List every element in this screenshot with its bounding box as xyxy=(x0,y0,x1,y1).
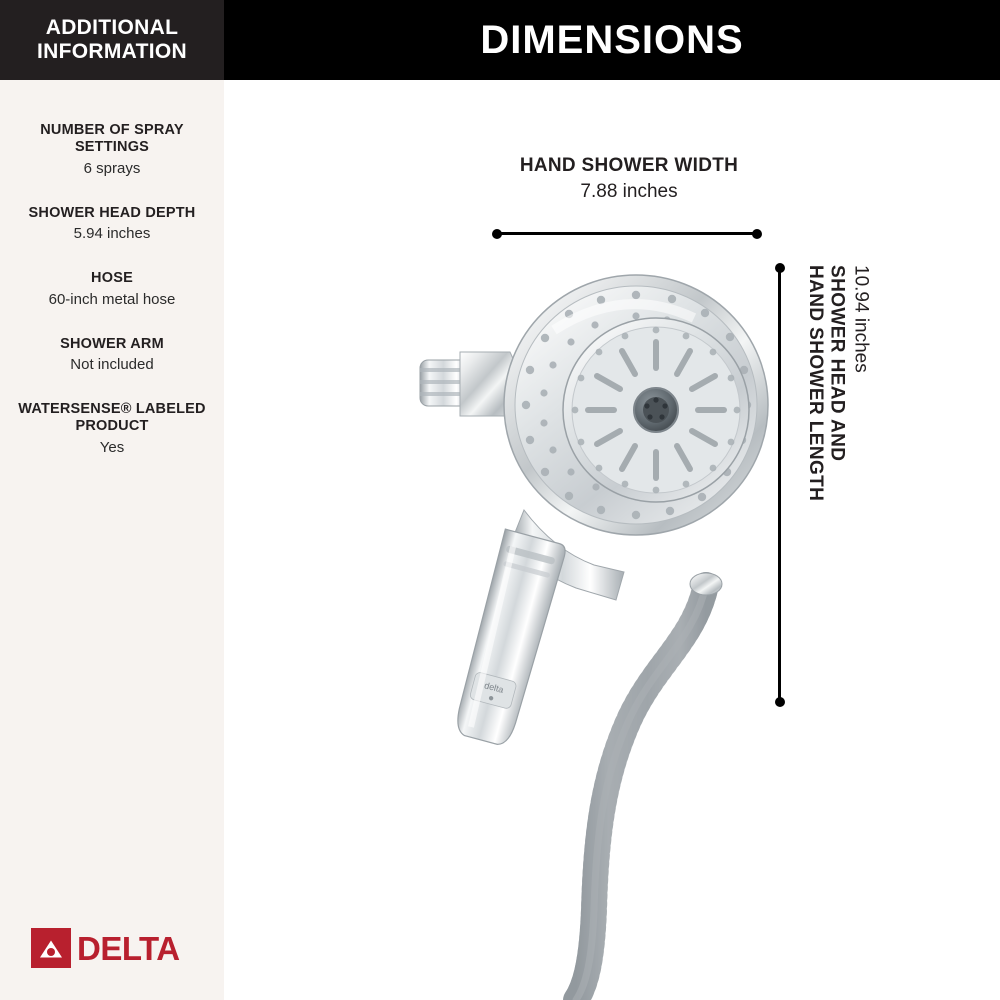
list-item xyxy=(0,401,224,457)
spec-value: Yes xyxy=(99,438,125,456)
diagram-stage xyxy=(224,80,1000,1000)
width-label: HAND SHOWER WIDTH xyxy=(519,155,739,176)
hand-shower-illustration xyxy=(224,80,1000,1000)
spec-value: 5.94 inches xyxy=(73,225,151,243)
dimension-bar xyxy=(778,268,781,702)
length-label-line1: SHOWER HEAD AND xyxy=(826,265,848,462)
spec-list xyxy=(0,80,224,457)
length-value: 10.94 inches xyxy=(850,265,872,373)
spec-label: SHOWER ARM xyxy=(60,335,164,352)
spec-value: Not included xyxy=(70,355,154,373)
sidebar-header xyxy=(0,0,224,80)
svg-text:delta: delta xyxy=(483,680,505,695)
hand-shower-width-callout xyxy=(479,155,779,203)
sidebar-header-line1: ADDITIONAL xyxy=(45,16,179,40)
list-item xyxy=(0,122,224,178)
delta-logo-text: DELTA xyxy=(77,929,180,967)
length-label-line2: HAND SHOWER LENGTH xyxy=(804,265,826,502)
width-dimension-line xyxy=(492,229,762,239)
spec-value: 60-inch metal hose xyxy=(48,290,176,308)
width-value: 7.88 inches xyxy=(580,181,678,202)
dimension-endpoint-right xyxy=(752,229,762,239)
spec-label: NUMBER OF SPRAY SETTINGS xyxy=(40,122,184,156)
page-banner xyxy=(224,0,1000,80)
length-label xyxy=(804,265,848,501)
page-title: DIMENSIONS xyxy=(480,17,744,62)
dimension-endpoint-bottom xyxy=(775,697,785,707)
spec-label: HOSE xyxy=(91,270,133,287)
spec-value: 6 sprays xyxy=(83,159,141,177)
spec-label: SHOWER HEAD DEPTH xyxy=(28,204,196,221)
shower-length-callout xyxy=(804,265,872,705)
list-item xyxy=(0,270,224,308)
sidebar-header-line2: INFORMATION xyxy=(37,40,187,63)
list-item xyxy=(0,205,224,243)
list-item xyxy=(0,336,224,374)
delta-logo xyxy=(31,928,180,968)
length-dimension-line xyxy=(775,263,785,707)
delta-triangle-icon xyxy=(31,928,71,968)
dimension-bar xyxy=(497,232,757,235)
additional-information-sidebar xyxy=(0,0,224,1000)
spec-label: WATERSENSE® LABELED PRODUCT xyxy=(18,400,206,435)
